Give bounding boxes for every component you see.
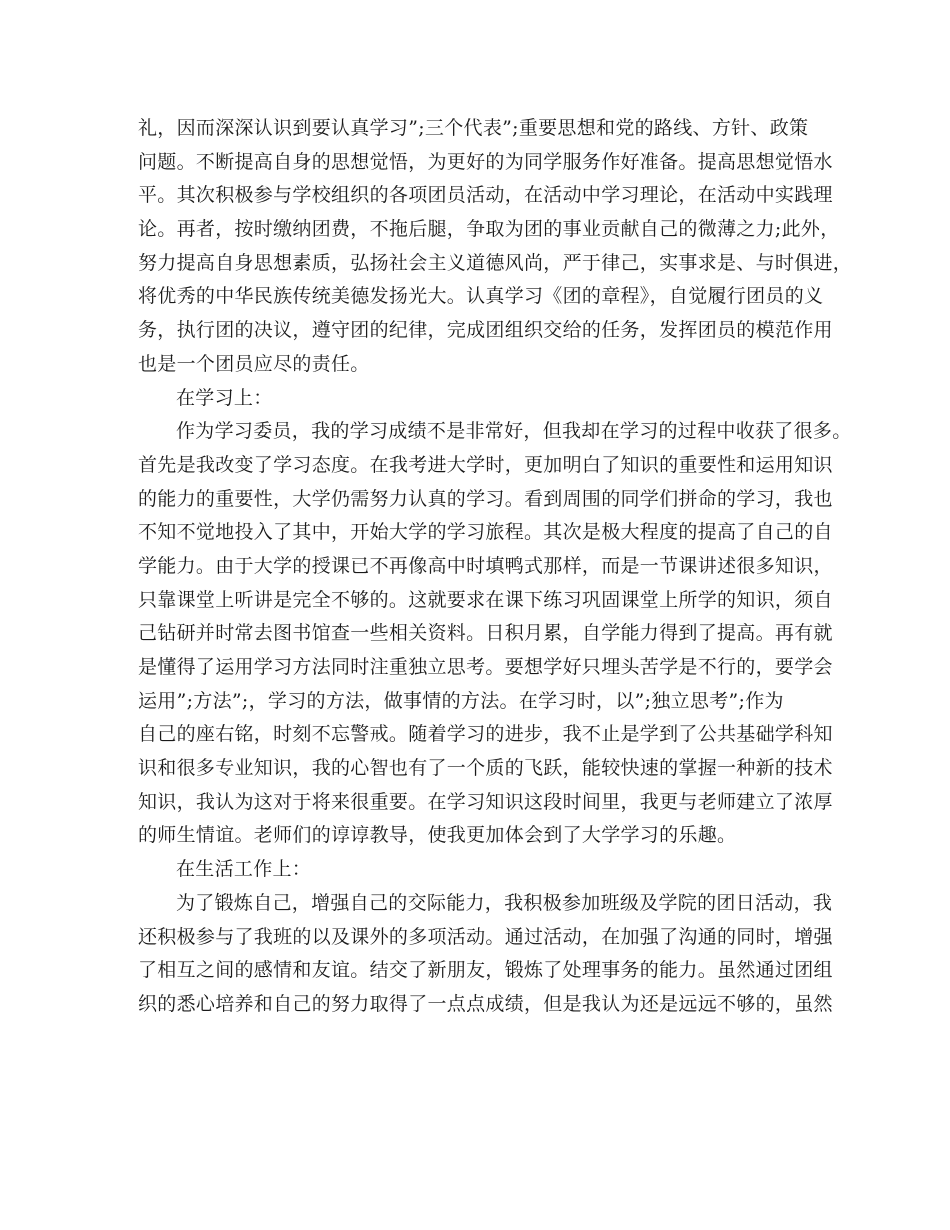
text-line: 首先是我改变了学习态度。在我考进大学时，更加明白了知识的重要性和运用知识	[138, 453, 833, 476]
text-line: 平。其次积极参与学校组织的各项团员活动，在活动中学习理论，在活动中实践理	[138, 184, 833, 207]
text-line: 学能力。由于大学的授课已不再像高中时填鸭式那样，而是一节课讲述很多知识，	[138, 554, 833, 577]
section-heading-life-work: 在生活工作上：	[176, 858, 312, 881]
text-line: 也是一个团员应尽的责任。	[138, 352, 370, 375]
text-line: 务，执行团的决议，遵守团的纪律，完成团组织交给的任务，发挥团员的模范作用	[138, 319, 833, 342]
text-line: 问题。不断提高自身的思想觉悟，为更好的为同学服务作好准备。提高思想觉悟水	[138, 150, 833, 173]
text-line: 是懂得了运用学习方法同时注重独立思考。要想学好只埋头苦学是不行的，要学会	[138, 656, 833, 678]
paragraph-study	[138, 415, 852, 853]
text-line: 自己的座右铭，时刻不忘警戒。随着学习的进步，我不止是学到了公共基础学科知	[138, 723, 833, 746]
text-line: 为了锻炼自己，增强自己的交际能力，我积极参加班级及学院的团日活动，我	[176, 891, 833, 914]
text-line: 了相互之间的感情和友谊。结交了新朋友，锻炼了处理事务的能力。虽然通过团组	[138, 959, 833, 982]
text-line: 织的悉心培养和自己的努力取得了一点点成绩，但是我认为还是远远不够的，虽然	[138, 992, 833, 1015]
text-line: 运用”;方法”;，学习的方法，做事情的方法。在学习时，以”;独立思考”;作为	[138, 689, 784, 712]
text-line: 努力提高自身思想素质，弘扬社会主义道德风尚，严于律己，实事求是、与时俱进，	[138, 251, 853, 274]
text-line: 识和很多专业知识，我的心智也有了一个质的飞跃，能较快速的掌握一种新的技术	[138, 757, 833, 780]
text-line: 的能力的重要性，大学仍需努力认真的学习。看到周围的同学们拼命的学习，我也	[138, 487, 833, 510]
text-line: 的师生情谊。老师们的谆谆教导，使我更加体会到了大学学习的乐趣。	[138, 824, 737, 847]
text-line: 礼，因而深深认识到要认真学习”;三个代表”;重要思想和党的路线、方针、政策	[138, 117, 809, 139]
text-line: 还积极参与了我班的以及课外的多项活动。通过活动，在加强了沟通的同时，增强	[138, 925, 833, 948]
document-page	[138, 112, 853, 1022]
text-line: 作为学习委员，我的学习成绩不是非常好，但我却在学习的过程中收获了很多。	[176, 420, 852, 443]
paragraph-party-study	[138, 112, 853, 382]
paragraph-life-work	[138, 887, 833, 1022]
text-line: 己钻研并时常去图书馆查一些相关资料。日积月累，自学能力得到了提高。再有就	[138, 622, 833, 645]
text-line: 论。再者，按时缴纳团费，不拖后腿，争取为团的事业贡献自己的微薄之力;此外，	[138, 218, 840, 241]
text-line: 知识，我认为这对于将来很重要。在学习知识这段时间里，我更与老师建立了浓厚	[138, 790, 833, 813]
section-heading-study: 在学习上：	[176, 386, 273, 409]
text-line: 将优秀的中华民族传统美德发扬光大。认真学习《团的章程》，自觉履行团员的义	[138, 285, 824, 308]
text-line: 只靠课堂上听讲是完全不够的。这就要求在课下练习巩固课堂上所学的知识，须自	[138, 588, 833, 611]
text-line: 不知不觉地投入了其中，开始大学的学习旅程。其次是极大程度的提高了自己的自	[138, 521, 833, 544]
